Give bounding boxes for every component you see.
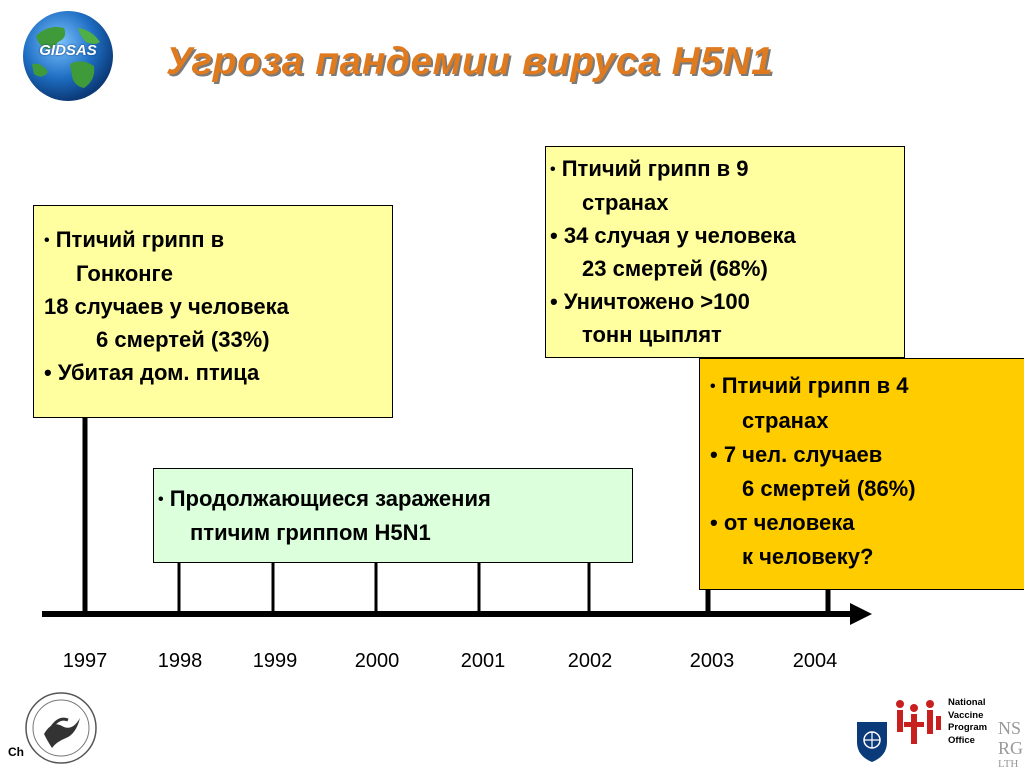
- year-label-2002: 2002: [567, 650, 613, 672]
- nine-line5: Уничтожено >100: [563, 289, 750, 314]
- timeline-arrow-head: [850, 603, 872, 625]
- year-label-1997: 1997: [62, 650, 108, 672]
- ongoing-line2: птичим гриппом H5N1: [190, 520, 431, 545]
- box-four-countries: • Птичий грипп в 4 странах • 7 чел. случаев 6 смертей (86%) • от человека к человеку?: [699, 358, 1024, 590]
- year-label-2003: 2003: [689, 650, 735, 672]
- nine-line4: 23 смертей (68%): [582, 256, 768, 281]
- four-line1: Птичий грипп в 4: [721, 373, 909, 398]
- ongoing-line1: Продолжающиеся заражения: [169, 486, 491, 511]
- year-label-1999: 1999: [252, 650, 298, 672]
- year-label-2000: 2000: [354, 650, 400, 672]
- nine-line3: 34 случая у человека: [563, 223, 796, 248]
- box-ongoing-infections: • Продолжающиеся заражения птичим гриппом H5N1: [153, 468, 633, 563]
- four-line4: 6 смертей (86%): [742, 476, 916, 501]
- hongkong-line4: 6 смертей (33%): [96, 327, 270, 352]
- nvpo-text: National Vaccine Program Office: [948, 697, 988, 746]
- year-label-2004: 2004: [792, 650, 838, 672]
- logo-text: GIDSAS: [39, 42, 97, 59]
- page-title: Угроза пандемии вируса H5N1: [166, 40, 774, 83]
- nvpo-figures-icon: [892, 696, 946, 752]
- hongkong-line2: Гонконге: [76, 261, 173, 286]
- nine-line1: Птичий грипп в 9: [561, 156, 749, 181]
- year-label-2001: 2001: [460, 650, 506, 672]
- four-line3: 7 чел. случаев: [723, 442, 883, 467]
- nine-line6: тонн цыплят: [582, 322, 722, 347]
- hhs-seal-icon: [22, 690, 100, 766]
- hhs-abbr-text: Ch: [8, 745, 24, 759]
- nine-line2: странах: [582, 190, 669, 215]
- box-nine-countries: • Птичий грипп в 9 странах • 34 случая у человека 23 смертей (68%) • Уничтожено >100 тонн цыплят: [545, 146, 905, 358]
- hongkong-line1: Птичий грипп в: [55, 227, 225, 252]
- hongkong-line3: 18 случаев у человека: [44, 294, 289, 319]
- four-line2: странах: [742, 408, 829, 433]
- four-line6: к человеку?: [742, 544, 874, 569]
- box-hongkong-1997: • Птичий грипп в Гонконге 18 случаев у человека 6 смертей (33%) • Убитая дом. птица: [33, 205, 393, 418]
- shield-logo-icon: [855, 720, 889, 764]
- four-line5: от человека: [723, 510, 855, 535]
- hongkong-line5: Убитая дом. птица: [57, 360, 260, 385]
- year-label-1998: 1998: [157, 650, 203, 672]
- jhsph-partial-text: NS RG LTH: [998, 718, 1024, 770]
